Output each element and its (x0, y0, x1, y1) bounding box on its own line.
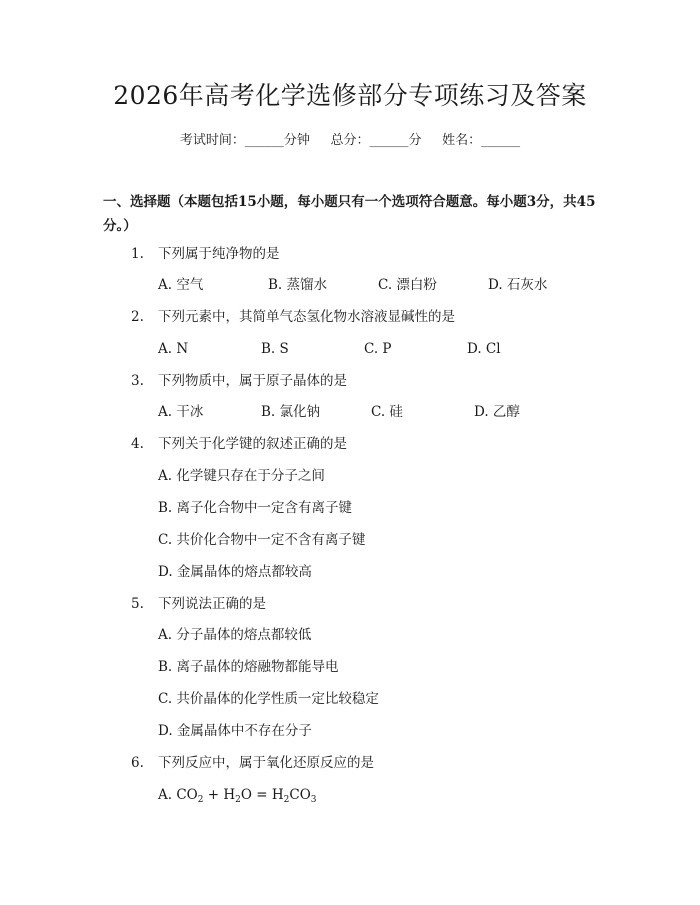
formula-subscript: 2 (235, 795, 241, 805)
option-d: D. 金属晶体的熔点都较高 (158, 564, 312, 580)
question-number: 5. (131, 596, 144, 612)
question-3 (131, 371, 347, 391)
option-b: B. 氯化钠 (261, 404, 321, 420)
option-c: C. 漂白粉 (378, 277, 437, 293)
question-number: 6. (131, 755, 144, 771)
option-a: A. 空气 (158, 277, 204, 293)
option-c: C. 硅 (371, 404, 403, 420)
question-stem: 下列关于化学键的叙述正确的是 (158, 436, 347, 452)
question-stem: 下列反应中，属于氧化还原反应的是 (158, 755, 374, 771)
formula-subscript: 3 (310, 795, 317, 805)
question-stem: 下列属于纯净物的是 (158, 246, 280, 262)
option-c: C. 共价化合物中一定不含有离子键 (158, 532, 366, 548)
formula-subscript: 2 (283, 795, 290, 805)
option-d: D. 乙醇 (474, 404, 520, 420)
question-1 (131, 244, 280, 264)
section-heading: 一、选择题（本题包括15小题，每小题只有一个选项符合题意。每小题3分，共45分。） (103, 194, 596, 234)
question-number: 1. (131, 246, 144, 262)
question-stem: 下列元素中，其简单气态氢化物水溶液显碱性的是 (158, 309, 455, 325)
exam-info-line: 考试时间：______分钟 总分：______分 姓名：______ (179, 133, 521, 148)
option-a: A. N (158, 341, 189, 357)
question-number: 3. (131, 373, 144, 389)
formula-text: + H (203, 787, 236, 803)
question-6 (131, 753, 374, 773)
question-2 (131, 307, 455, 327)
option-d: D. Cl (467, 341, 501, 357)
formula-subscript: 2 (197, 795, 204, 805)
formula-text: CO (289, 787, 311, 803)
page-title: 2026年高考化学选修部分专项练习及答案 (113, 81, 587, 110)
question-5 (131, 594, 266, 614)
formula-text: O = H (240, 787, 284, 803)
option-label: A. (158, 787, 173, 803)
option-c: C. 共价晶体的化学性质一定比较稳定 (158, 691, 379, 707)
question-stem: 下列物质中，属于原子晶体的是 (158, 373, 347, 389)
option-b: B. S (261, 341, 289, 357)
option-a: A. 干冰 (158, 404, 204, 420)
option-b: B. 离子晶体的熔融物都能导电 (158, 659, 339, 675)
formula-text: CO (176, 787, 198, 803)
option-d: D. 金属晶体中不存在分子 (158, 723, 312, 739)
option-d: D. 石灰水 (488, 277, 548, 293)
question-number: 2. (131, 309, 144, 325)
question-number: 4. (131, 436, 144, 452)
option-b: B. 离子化合物中一定含有离子键 (158, 500, 353, 516)
option-a-equation (158, 785, 317, 805)
option-c: C. P (364, 341, 392, 357)
option-a: A. 化学键只存在于分子之间 (158, 468, 325, 484)
question-stem: 下列说法正确的是 (158, 596, 266, 612)
question-4 (131, 434, 347, 454)
option-a: A. 分子晶体的熔点都较低 (158, 627, 312, 643)
option-b: B. 蒸馏水 (268, 277, 328, 293)
